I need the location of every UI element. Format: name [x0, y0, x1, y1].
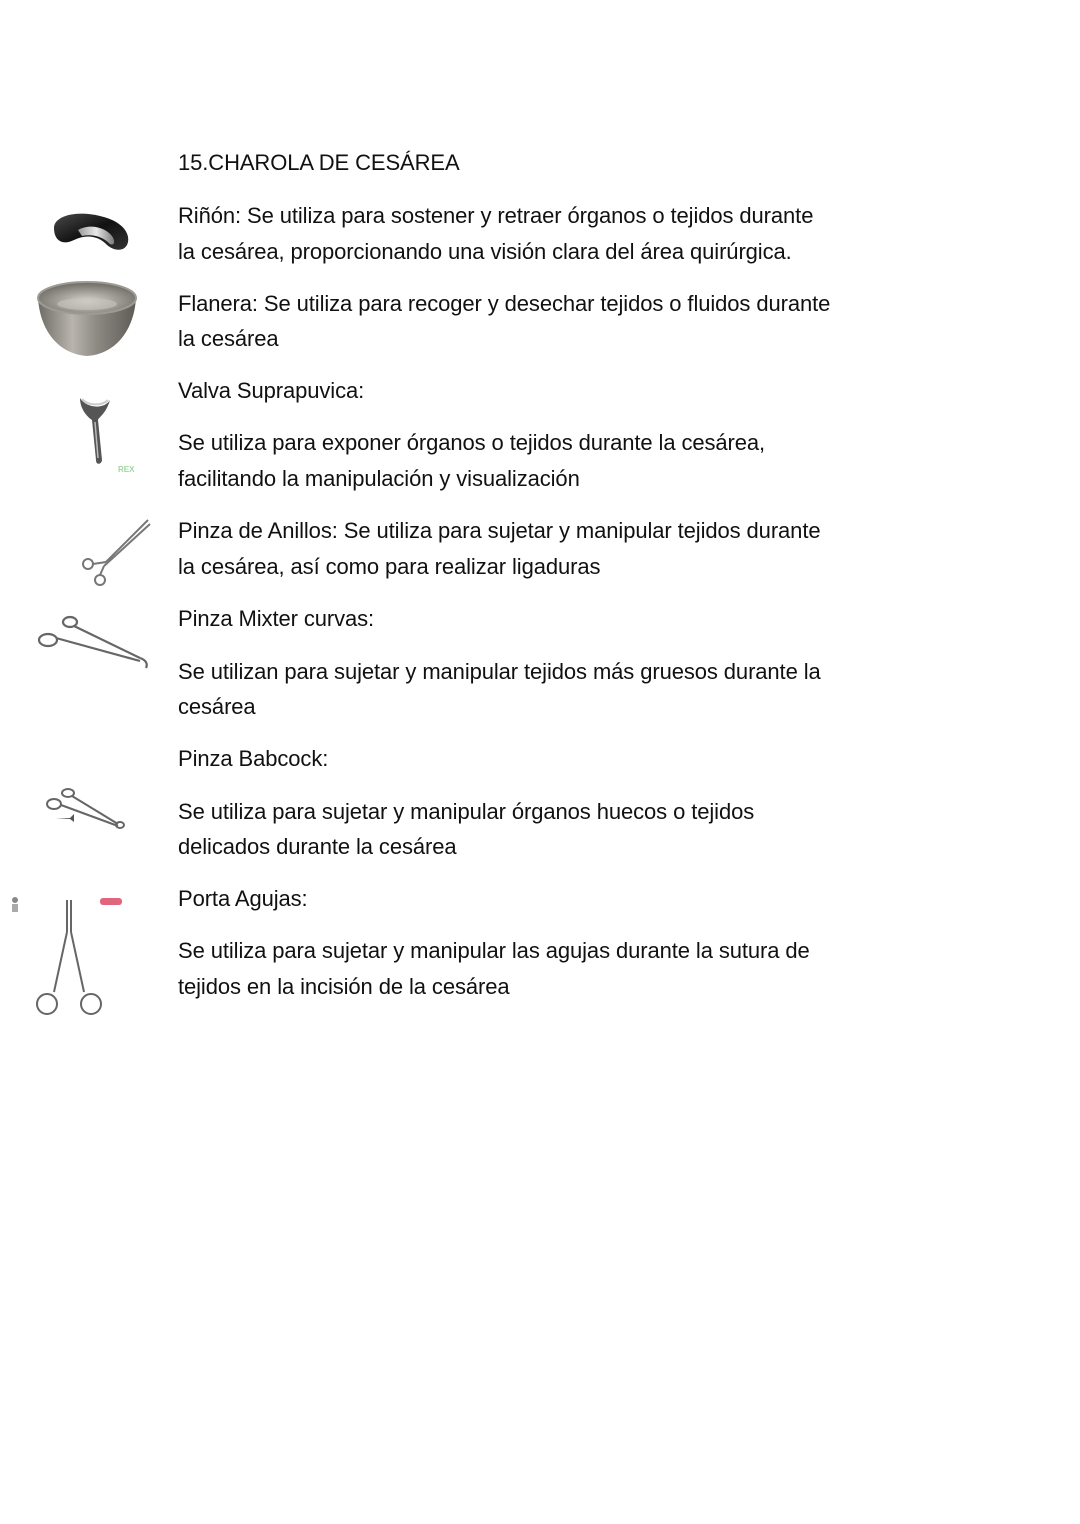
item-porta-line-1: Se utiliza para sujetar y manipular las agujas durante la sutura de	[178, 938, 810, 963]
item-flanera-line-1: Flanera: Se utiliza para recoger y desechar tejidos o fluidos durante	[178, 291, 831, 316]
item-anillos-line-1: Pinza de Anillos: Se utiliza para sujetar y manipular tejidos durante	[178, 518, 821, 543]
steel-bowl-icon	[36, 280, 138, 358]
item-rinon-line-2: la cesárea, proporcionando una visión clara del área quirúrgica.	[178, 239, 792, 264]
mixter-forceps-icon	[36, 612, 154, 670]
item-rinon-line-1: Riñón: Se utiliza para sostener y retraer órganos o tejidos durante	[178, 203, 814, 228]
item-valva-heading: Valva Suprapuvica:	[178, 378, 365, 403]
item-babcock-heading: Pinza Babcock:	[178, 746, 329, 771]
svg-text:REX: REX	[118, 465, 135, 474]
item-babcock-line-2: delicados durante la cesárea	[178, 834, 457, 859]
kidney-dish-icon	[48, 206, 132, 254]
item-babcock-line-1: Se utiliza para sujetar y manipular órganos huecos o tejidos	[178, 799, 755, 824]
item-flanera-line-2: la cesárea	[178, 326, 279, 351]
item-mixter-line-2: cesárea	[178, 694, 256, 719]
item-valva-line-2: facilitando la manipulación y visualización	[178, 466, 580, 491]
item-anillos-line-2: la cesárea, así como para realizar ligaduras	[178, 554, 601, 579]
item-porta-heading: Porta Agujas:	[178, 886, 308, 911]
page-title: 15.CHAROLA DE CESÁREA	[178, 150, 460, 175]
retractor-valve-icon	[76, 390, 146, 476]
item-mixter-line-1: Se utilizan para sujetar y manipular tejidos más gruesos durante la	[178, 659, 821, 684]
item-mixter-heading: Pinza Mixter curvas:	[178, 606, 375, 631]
needle-holder-icon	[4, 892, 134, 1022]
item-valva-line-1: Se utiliza para exponer órganos o tejidos durante la cesárea,	[178, 430, 766, 455]
ring-forceps-icon	[76, 516, 152, 588]
babcock-forceps-icon	[44, 786, 126, 832]
item-porta-line-2: tejidos en la incisión de la cesárea	[178, 974, 510, 999]
